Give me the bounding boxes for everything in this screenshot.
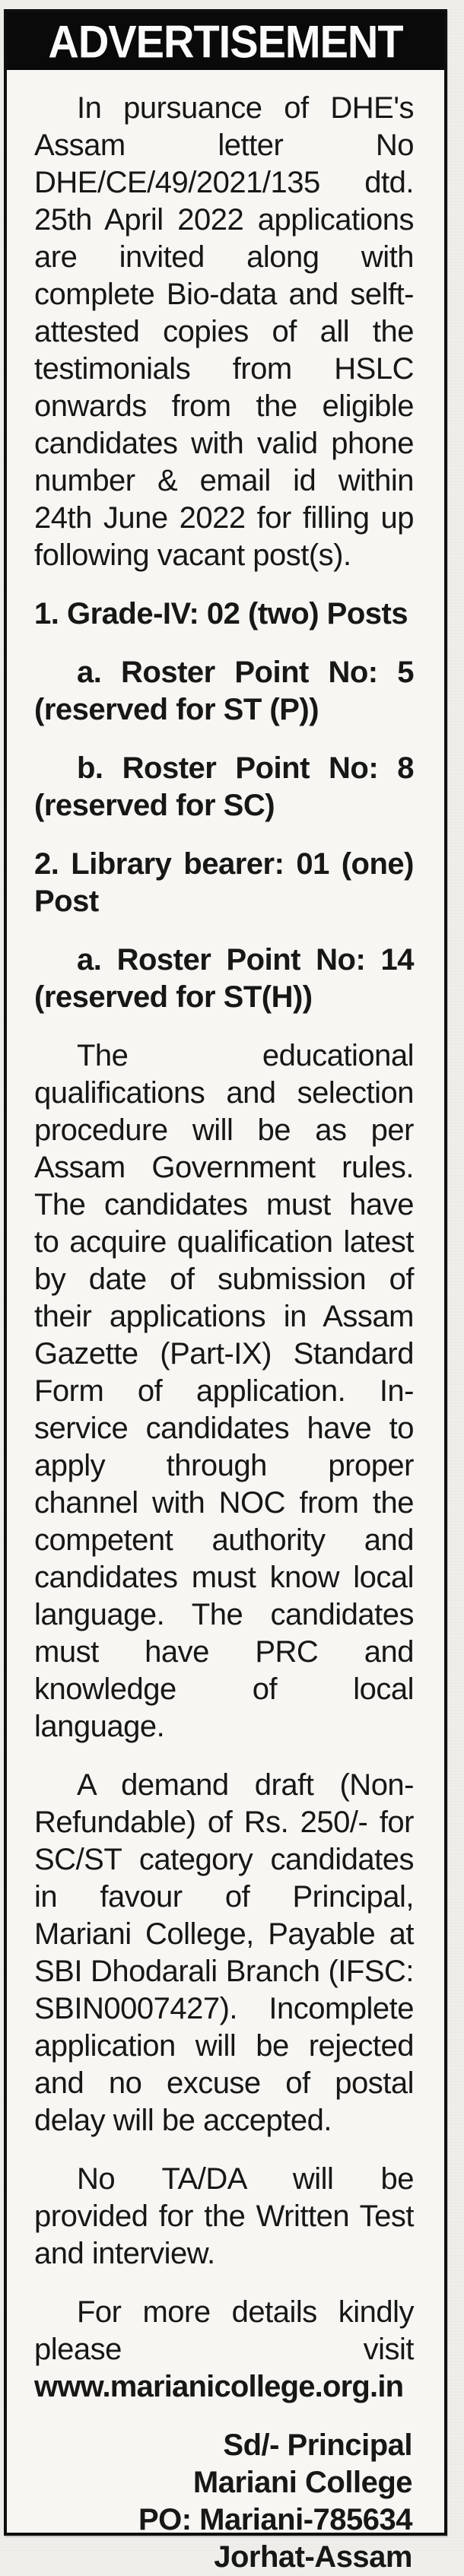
signature-line-college: Mariani College [192, 2466, 412, 2499]
details-visit-line: For more details kindly please visit [34, 2295, 414, 2366]
advertisement-body [7, 70, 444, 2576]
signature-line-principal: Sd/- Principal [223, 2428, 412, 2462]
post-1-roster-point-b: b. Roster Point No: 8 (reserved for SC) [34, 751, 414, 822]
website-url: www.marianicollege.org.in [34, 2370, 404, 2403]
advertisement-box [4, 9, 447, 2574]
demand-draft-paragraph: A demand draft (Non-Refundable) of Rs. 250/- for SC/ST category candidates in favour of Principal, Mariani College, Payable at SBI Dhodarali Branch (IFSC: SBIN0007427). Incomplete application will be rejected and no excuse of postal delay will be accepted. [34, 1768, 414, 2137]
post-1-roster-point-a: a. Roster Point No: 5 (reserved for ST (P)) [34, 656, 414, 726]
post-2-title: 2. Library bearer: 01 (one) Post [34, 847, 414, 918]
signature-line-po: PO: Mariani-785634 [138, 2503, 412, 2536]
advertisement-title: ADVERTISEMENT [48, 14, 403, 68]
signature-line-district: Jorhat-Assam [214, 2540, 412, 2574]
tada-paragraph: No TA/DA will be provided for the Written Test and interview. [34, 2162, 414, 2270]
post-1-title: 1. Grade-IV: 02 (two) Posts [34, 597, 408, 631]
advertisement-header-bar [7, 12, 444, 70]
signature-block [34, 2427, 412, 2576]
intro-paragraph: In pursuance of DHE's Assam letter No DHE/CE/49/2021/135 dtd. 25th April 2022 applications are invited along with complete Bio-data and selft-attested copies of all the testimonials from HSLC onwards from the eligible candidates with valid phone number & email id within 24th June 2022 for filling up following vacant post(s). [34, 91, 414, 572]
post-2-roster-point-a: a. Roster Point No: 14 (reserved for ST(H)) [34, 943, 414, 1014]
qualification-paragraph: The educational qualifications and selection procedure will be as per Assam Government rules. The candidates must have to acquire qualification latest by date of submission of their applications in Assam Gazette (Part-IX) Standard Form of application. In-service candidates have to apply through proper channel with NOC from the competent authority and candidates must know local language. The candidates must have PRC and knowledge of local language. [34, 1039, 414, 1743]
